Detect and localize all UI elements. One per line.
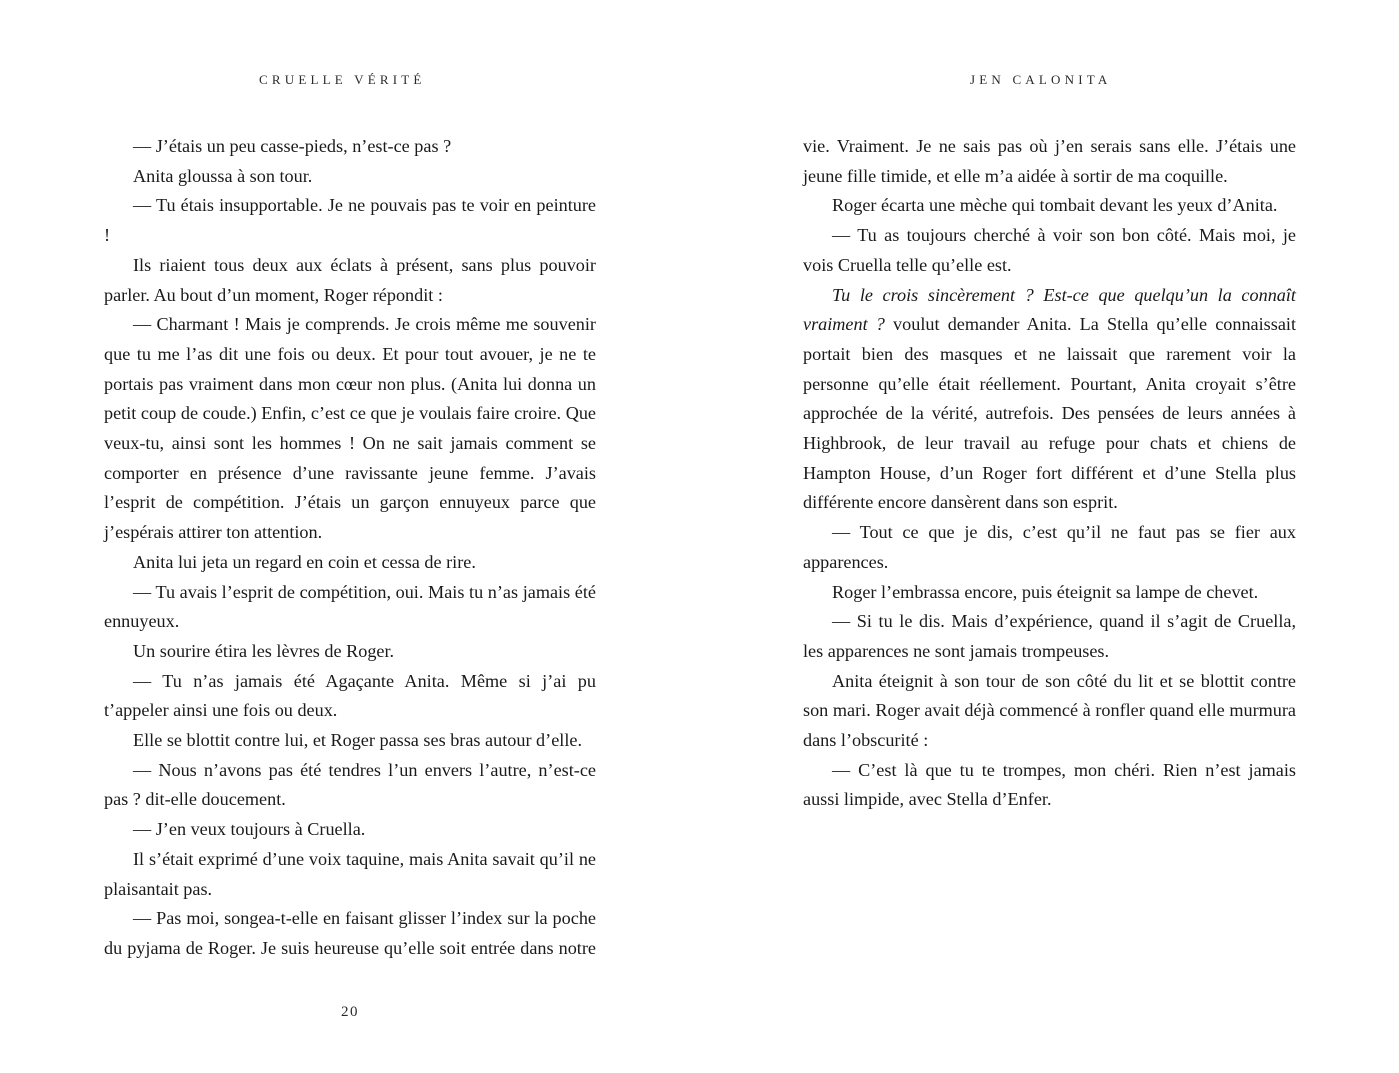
paragraph: Il s’était exprimé d’une voix taquine, mais Anita savait qu’il ne plaisantait pas.	[104, 848, 596, 899]
running-head-book-title: CRUELLE VÉRITÉ	[259, 72, 426, 87]
paragraph: Roger l’embrassa encore, puis éteignit sa lampe de chevet.	[832, 581, 1259, 602]
paragraph-text: voulut demander Anita. La Stella qu’elle connaissait portait bien des masques et ne laissait que rarement voir la personne qu’elle était réellement. Pourtant, Anita croyait s’être approchée de la vérité, autrefois. Des pensées de leurs années à Highbrook, de leur travail au refuge pour chats et chiens de Hampton House, d’un Roger fort différent et d’une Stella plus différente encore dansèrent dans son esprit.	[803, 314, 1297, 513]
italic-thought: Tu le crois sincèrement ? Est-ce que quelqu’un la connaît vraiment ?	[803, 284, 1296, 335]
paragraph: Elle se blottit contre lui, et Roger passa ses bras autour d’elle.	[133, 730, 583, 751]
paragraph: — Tu avais l’esprit de compétition, oui. Mais tu n’as jamais été ennuyeux.	[104, 581, 596, 632]
paragraph: — Charmant ! Mais je comprends. Je crois même me souvenir que tu me l’as dit une fois ou deux. Et pour tout avouer, je ne te portais pas vraiment dans mon cœur non plus. (Anita lui donna un petit coup de coude.) Enfin, c’est ce que je voulais faire croire. Que veux-tu, ainsi sont les hommes ! On ne sait jamais comment se comporter en présence d’une ravissante jeune femme. J’avais l’esprit de compétition. J’étais un garçon ennuyeux parce que j’espérais attirer ton attention.	[104, 314, 596, 543]
paragraph: — Tu étais insupportable. Je ne pouvais pas te voir en peinture !	[104, 195, 596, 246]
paragraph: — Si tu le dis. Mais d’expérience, quand il s’agit de Cruella, les apparences ne sont jamais trompeuses.	[803, 611, 1296, 661]
paragraph-continuation: vie. Vraiment. Je ne sais pas où j’en serais sans elle. J’étais une jeune fille timide, et elle m’a aidée à sortir de ma coquille.	[803, 136, 1296, 186]
paragraph: Ils riaient tous deux aux éclats à présent, sans plus pouvoir parler. Au bout d’un moment, Roger répondit :	[104, 254, 596, 305]
paragraph-continued: — Pas moi, songea-t-elle en faisant glisser l’index sur la poche du pyjama de Roger. Je suis heureuse qu’elle soit entrée dans notre	[104, 908, 596, 958]
right-page-body	[803, 132, 1296, 815]
paragraph: — J’étais un peu casse-pieds, n’est-ce pas ?	[133, 136, 452, 156]
left-page-body	[104, 132, 596, 964]
paragraph: Anita éteignit à son tour de son côté du lit et se blottit contre son mari. Roger avait déjà commencé à ronfler quand elle murmura dans l’obscurité :	[803, 670, 1296, 751]
paragraph: — C’est là que tu te trompes, mon chéri. Rien n’est jamais aussi limpide, avec Stella d’Enfer.	[803, 759, 1296, 810]
paragraph: Roger écarta une mèche qui tombait devant les yeux d’Anita.	[832, 195, 1278, 216]
running-head-author: JEN CALONITA	[970, 72, 1112, 87]
paragraph: Anita lui jeta un regard en coin et cessa de rire.	[133, 551, 476, 572]
paragraph: Un sourire étira les lèvres de Roger.	[133, 640, 395, 661]
right-page	[700, 0, 1399, 1073]
paragraph	[803, 281, 1296, 519]
paragraph: — Tout ce que je dis, c’est qu’il ne faut pas se fier aux apparences.	[803, 522, 1296, 572]
paragraph: Anita gloussa à son tour.	[133, 165, 313, 186]
paragraph: — Tu n’as jamais été Agaçante Anita. Même si j’ai pu t’appeler ainsi une fois ou deux.	[104, 670, 596, 721]
page-number: 20	[341, 1004, 359, 1020]
paragraph: — Tu as toujours cherché à voir son bon côté. Mais moi, je vois Cruella telle qu’elle est.	[803, 225, 1296, 275]
paragraph: — Nous n’avons pas été tendres l’un envers l’autre, n’est-ce pas ? dit-elle doucement.	[104, 759, 596, 810]
paragraph: — J’en veux toujours à Cruella.	[133, 819, 366, 840]
